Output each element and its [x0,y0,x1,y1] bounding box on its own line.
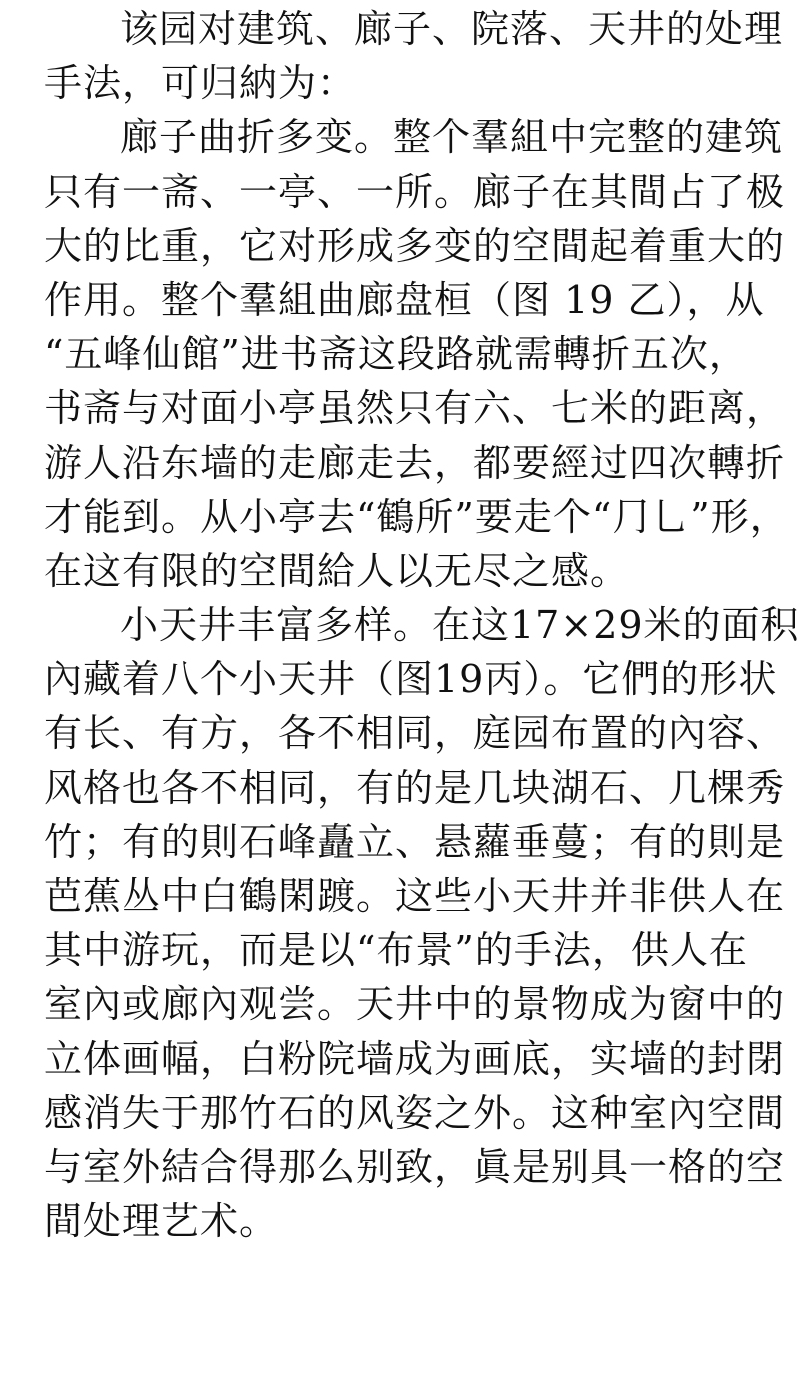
paragraph-1-line-2: 手法，可归納为： [44,61,357,106]
paragraph-2-line-4: 作用。整个羣組曲廊盘桓（图 19 乙），从 [44,277,765,322]
paragraph-3-line-12: 間处理艺术。 [44,1199,279,1244]
body-text [44,2,800,1248]
paragraph-3-line-5: 竹；有的則石峰矗立、悬蘿垂蔓；有的則是 [44,819,786,864]
paragraph-2-line-1: 廊子曲折多变。整个羣組中完整的建筑 [120,115,784,160]
paragraph-3-line-9: 立体画幅，白粉院墙成为画底，实墙的封閉 [44,1036,786,1081]
paragraph-2-line-7: 游人沿东墙的走廊走去，都要經过四次轉折 [44,440,786,485]
paragraph-3-line-8: 室內或廊內观尝。天井中的景物成为窗中的 [44,982,786,1027]
paragraph-2-line-8: 才能到。从小亭去“鶴所”要走个“⺆⺃”形， [44,494,789,539]
paragraph-3-line-3: 有长、有方，各不相同，庭园布置的內容、 [44,711,786,756]
paragraph-2-line-3: 大的比重，它对形成多变的空間起着重大的 [44,223,786,268]
paragraph-3-line-4: 风格也各不相同，有的是几块湖石、几棵秀 [44,765,786,810]
paragraph-3-line-11: 与室外結合得那么别致，眞是别具一格的空 [44,1144,786,1189]
paragraph-1-line-1: 该园对建筑、廊子、院落、天井的处理 [120,7,784,51]
paragraph-2-line-2: 只有一斋、一亭、一所。廊子在其間占了极 [44,169,786,214]
paragraph-3-line-1: 小天井丰富多样。在这17×29米的面积 [120,603,800,648]
paragraph-3-line-6: 芭蕉丛中白鶴閑踱。这些小天井并非供人在 [44,874,786,918]
paragraph-2-line-6: 书斋与对面小亭虽然只有六、七米的距离， [44,386,786,431]
paragraph-2-line-9: 在这有限的空間給人以无尽之感。 [44,548,630,593]
paragraph-3-line-2: 內藏着八个小天井（图19丙）。它們的形状 [44,657,778,702]
paragraph-3-line-7: 其中游玩，而是以“布景”的手法，供人在 [44,928,748,973]
paragraph-2-line-5: “五峰仙館”进书斋这段路就需轉折五次， [44,332,748,377]
paragraph-3-line-10: 感消失于那竹石的风姿之外。这种室內空間 [44,1090,786,1135]
